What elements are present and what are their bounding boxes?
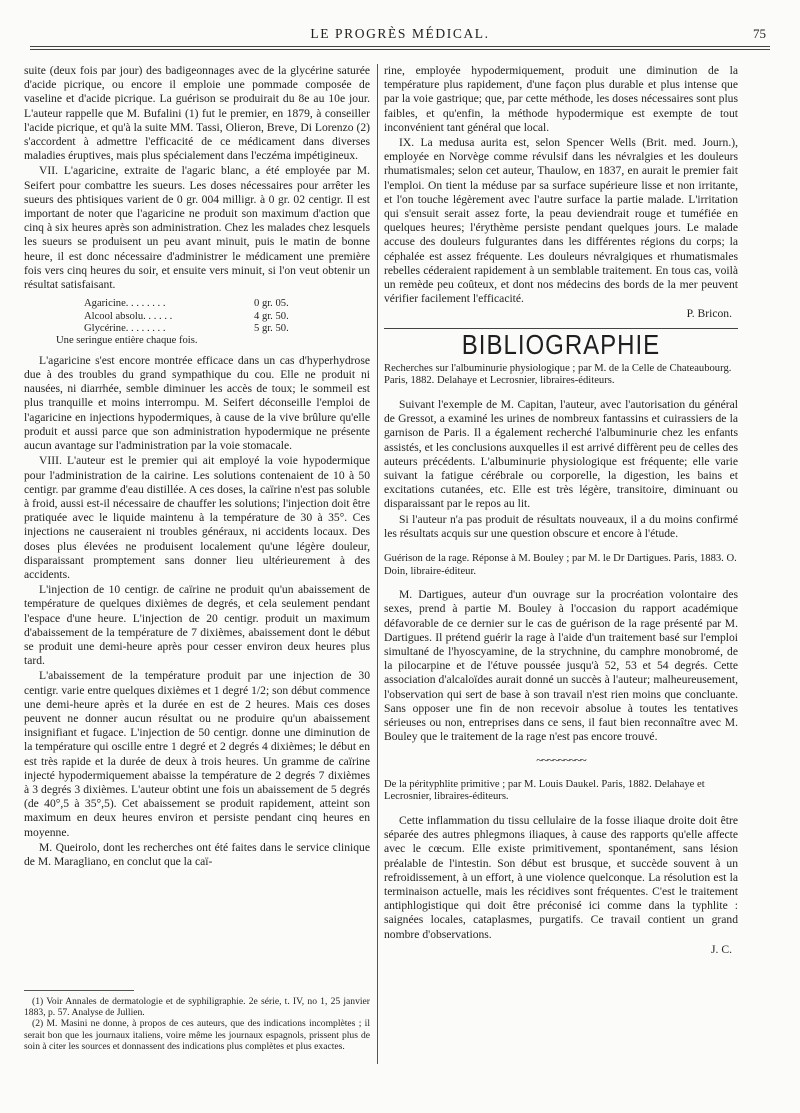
formula-row <box>84 298 314 310</box>
paragraph-results: Si l'auteur n'a pas produit de résultats nouveaux, il a du moins confirmé les résultats acquis sur une question obscure et encore à l'étude. <box>384 512 738 540</box>
formula-ingredient: Glycérine. . . . . . . . <box>84 323 166 335</box>
reference-albuminurie: Recherches sur l'albuminurie physiologique ; par M. de la Celle de Chateaubourg. Paris, 1882. Delahaye et Lecrosnier, libraires-éditeurs. <box>384 362 732 387</box>
formula-row <box>84 323 314 335</box>
formula-dose: 4 gr. 50. <box>254 310 289 322</box>
formula-row <box>84 311 314 323</box>
footnote-1: (1) Voir Annales de dermatologie et de syphiligraphie. 2e série, t. IV, no 1, 25 janvier 1883, p. 57. Analyse de Jullien. <box>24 996 370 1019</box>
paragraph-temperature-drop: L'abaissement de la température produit par une injection de 30 centigr. varie entre quelques dixièmes et 1 degré 1/2; son début commence une demi-heure après et la durée en est de 2 heures. Mais ces doses peuvent ne donner aucun résultat ou ne produire qu'un abaissement insignifiant et fugace. L'injection de 50 centigr. donne une diminution de la température qui oscille entre 1 degré et 2 degrés 4 dixièmes; le début en est très rapide et la durée de deux à trois heures. Un gramme de caïrine injecté hypodermiquement abaisse la température de 2 degrés 7 dixièmes à 3 degrés 3 dixièmes. L'auteur obtint une fois un abaissement de 5 degrés (de 40°,5 à 35°,5). Cet abaissement se produit rapidement, atteint son maximum en deux heures environ et persiste pendant cinq heures en moyenne. <box>24 669 370 839</box>
journal-title: LE PROGRÈS MÉDICAL. <box>310 26 490 41</box>
paragraph-cairine-viii: VIII. L'auteur est le premier qui ait employé la voie hypodermique pour l'administration de la cairine. Les solutions contenaient de 10 à 50 centigr. par gramme d'eau distillée. A ces doses, la caïrine n'est pas soluble à froid, aussi est-il nécessaire de chauffer les solutions; l'injection doit être pratiquée avec le liquide maintenu à la température de 30 à 35°. Ces injections ne causeraient ni troubles généraux, ni accidents locaux. Des doses plus élevées ne produisent localement qu'une légère douleur, disparaissant promptement sans donner lieu ultérieurement à des accidents. <box>24 454 370 581</box>
paragraph-queirolo: M. Queirolo, dont les recherches ont été faites dans le service clinique de M. Maragliano, en conclut que la caï- <box>24 840 370 868</box>
paragraph-agaricine-efficacy: L'agaricine s'est encore montrée efficace dans un cas d'hyperhydrose due à des troubles du grand sympathique du cou. Elle ne produit ni nausées, ni diarrhée, semble diminuer les accès de toux; le sommeil est plus tranquille et moins interrompu. M. Seifert déconseille l'emploi de l'agaricine en injections hypodermiques, à cause de la vive brûlure qu'elle produit et aussi parce que son administration hypodermique ne présente aucun avantage sur l'administration par la voie stomacale. <box>24 353 370 453</box>
formula-note: Une seringue entière chaque fois. <box>56 335 198 347</box>
formula-ingredient: Agaricine. . . . . . . . <box>84 298 166 310</box>
right-column <box>384 64 738 957</box>
signature-bricon: P. Bricon. <box>686 307 732 321</box>
footnotes <box>24 990 370 1052</box>
paragraph-dartigues: M. Dartigues, auteur d'un ouvrage sur la procréation volontaire des sexes, prend à partie M. Bouley à l'occasion du rapport académique défavorable de ce dernier sur le cas de guérison de la rage présenté par M. Dartigues. Il prétend guérir la rage à l'aide d'un traitement basé sur l'emploi simultané de l'hyoscyamine, de la strychnine, du camphre monobromé, de la pilocarpine et de l'étuve poussée jusqu'à 52, 53 et 54 degrés. Cette association d'alcaloïdes aurait donné un succès à l'auteur; malheureusement, l'observation qui sert de base à son travail n'est rien moins que concluante. Sans opposer une fin de non recevoir absolue à toutes les tentatives sérieuses ou non, entreprises dans ce sens, il faut bien reconnaître avec M. Bouley que le traitement de la rage n'est pas encore trouvé. <box>384 588 738 744</box>
left-column <box>24 64 370 870</box>
footnote-rule <box>24 990 134 991</box>
signature-jc: J. C. <box>711 942 732 956</box>
ornamental-divider: ~~~~~~~~~ <box>536 752 586 767</box>
header-rule-bottom <box>30 49 770 50</box>
bibliography-heading: BIBLIOGRAPHIE <box>461 329 661 361</box>
section-rule <box>384 328 738 329</box>
paragraph-medusa-ix: IX. La medusa aurita est, selon Spencer Wells (Brit. med. Journ.), employée en Norvège comme révulsif dans les névralgies et les douleurs rhumatismales; selon cet auteur, Thaulow, en 1837, en aurait le premier fait l'emploi. On tient la méduse par sa surface supérieure lisse et non irritante, et l'on touche légèrement avec l'autre surface la partie malade. L'irritation qui s'ensuit serait assez forte, la peau deviendrait rouge et tuméfiée en quelques heures; l'érythème persiste pendant quelques jours. Le malade accuse des douleurs fulgurantes dans les différentes régions du corps; la céphalée est assez fréquente. Les douleurs névralgiques et rhumatismales rebelles céderaient rapidement à un semblable traitement. En tous cas, voilà un remède peu coûteux, et dont nos médecins des bords de la mer peuvent vérifier facilement l'efficacité. <box>384 136 738 306</box>
paragraph-cairine-injection: L'injection de 10 centigr. de caïrine ne produit qu'un abaissement de température de quelques dixièmes de degrés, et cela seulement pendant l'espace d'une heure. L'injection de 20 centigr. produit un maximum d'abaissement de la température de 7 dixièmes, abaissement dont le début se produit une demi-heure après pour cesser environ deux heures plus tard. <box>24 583 370 668</box>
formula-dose: 0 gr. 05. <box>254 298 289 310</box>
running-header <box>30 20 770 44</box>
reference-perityphlite: De la pérityphlite primitive ; par M. Louis Daukel. Paris, 1882. Delahaye et Lecrosnier, libraires-éditeurs. <box>384 778 705 803</box>
paragraph-capitan: Suivant l'exemple de M. Capitan, l'auteur, avec l'autorisation du général de Gressot, a examiné les urines de nombreux fantassins et cuirassiers de la garnison de Paris. Il a également recherché l'albuminurie chez les enfants assistés, et les conclusions auxquelles il est arrivé diffèrent peu de celles des auteurs précédents. L'albuminurie physiologique est fréquente; elle varie suivant la fatigue cérébrale ou corporelle, la digestion, les bains et excitations cutanées, etc. Elle est très légère, transitoire, diminuant ou disparaissant par le repos au lit. <box>384 398 738 511</box>
footnote-2: (2) M. Masini ne donne, à propos de ces auteurs, que des indications incomplètes ; il serait bon que les journaux italiens, voire même les journaux espagnols, prissent plus de soin à citer les sources et donnassent des indications plus complètes et plus exactes. <box>24 1018 370 1052</box>
paragraph-picric-acid: suite (deux fois par jour) des badigeonnages avec de la glycérine saturée d'acide picrique, ou encore il emploie une pommade composée de vaseline et d'acide picrique. La guérison se produirait du 8e au 10e jour. L'auteur rappelle que M. Bufalini (1) fut le premier, en 1879, à conseiller l'acide picrique, et qu'à la suite MM. Tassi, Olieron, Breve, Di Lorenzo (2) s'accordent à admettre l'efficacité de ce médicament dans diverses maladies éruptives, mais plus spécialement dans l'eczéma impétigineux. <box>24 64 370 163</box>
formula-ingredient: Alcool absolu. . . . . . <box>84 310 173 322</box>
paragraph-cairine-conclusion: rine, employée hypodermiquement, produit une diminution de la température plus rapidement, d'une façon plus durable et plus intense que par la voie gastrique; que, par cette méthode, les doses nécessaires sont plus faibles, et qu'enfin, la méthode hypodermique est exempte de tout inconvénient tant général que local. <box>384 64 738 134</box>
paragraph-perityphlite: Cette inflammation du tissu cellulaire de la fosse iliaque droite doit être séparée des autres phlegmons iliaques, à cause des rapports qu'elle affecte avec le cœcum. Elle existe primitivement, spontanément, sans lésion préalable de l'intestin. Son début est brusque, et succède souvent à un refroidissement, à un effort, à une violence quelconque. La résolution est la terminaison actuelle, mais les récidives sont fréquentes. C'est le traitement antiphlogistique qui doit être préconisé ici comme dans la typhlite : saignées locales, cataplasmes, purgatifs. Ce travail contient un grand nombre d'observations. <box>384 813 738 941</box>
paragraph-agaricine-vii: VII. L'agaricine, extraite de l'agaric blanc, a été employée par M. Seifert pour combattre les sueurs. Les doses nécessaires pour arrêter les sueurs des phtisiques varient de 0 gr. 004 milligr. à 0 gr. 02 centigr. Il est important de noter que l'agaricine ne produit son maximum d'action que cinq à six heures après son administration. Chez les malades chez lesquels les sueurs se produisent un peu avant minuit, puis le matin de bonne heure, il est donc nécessaire d'administrer le médicament une première fois vers cinq heures du soir, et ensuite vers minuit, si l'on veut obtenir un résultat satisfaisant. <box>24 164 370 292</box>
reference-rage: Guérison de la rage. Réponse à M. Bouley ; par M. le Dr Dartigues. Paris, 1883. O. Doin, libraire-éditeur. <box>384 553 737 577</box>
header-rule-top <box>30 46 770 47</box>
formula-dose: 5 gr. 50. <box>254 323 289 335</box>
column-divider <box>377 64 378 1064</box>
page-number: 75 <box>753 26 766 41</box>
prescription-formula <box>56 298 370 348</box>
